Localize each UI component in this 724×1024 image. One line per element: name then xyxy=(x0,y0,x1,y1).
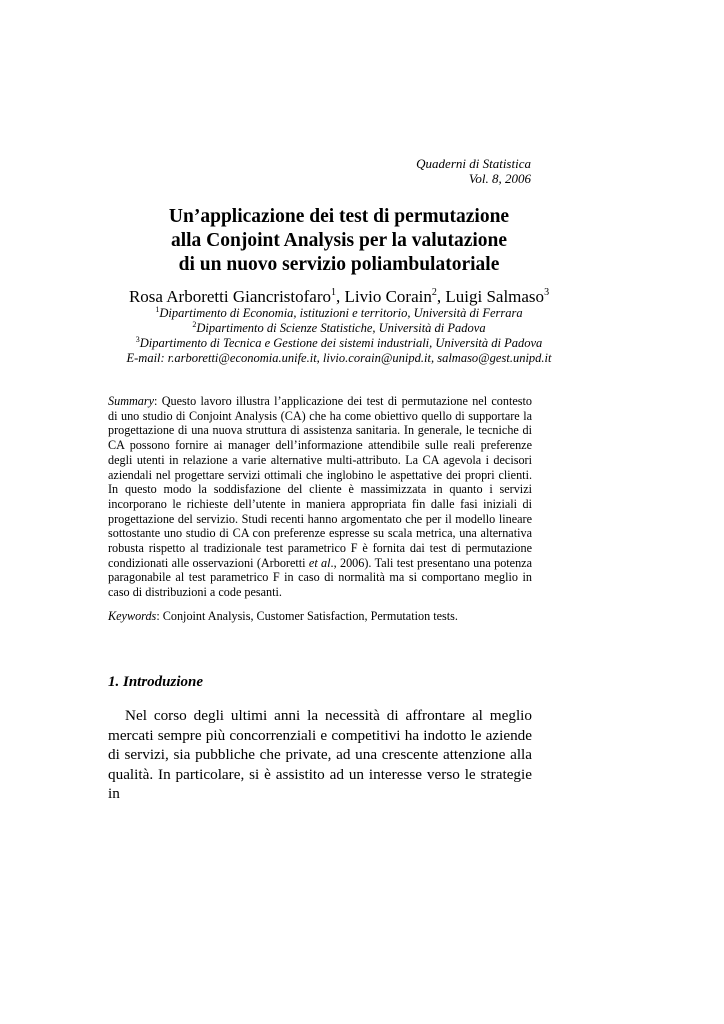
paper-title xyxy=(108,205,570,277)
affiliation-text: Dipartimento di Scienze Statistiche, Università di Padova xyxy=(196,321,486,335)
section-heading: 1. Introduzione xyxy=(108,674,204,690)
affiliations xyxy=(100,306,578,366)
keywords xyxy=(108,609,532,624)
author-name: Livio Corain xyxy=(344,287,432,306)
journal-name: Quaderni di Statistica xyxy=(416,156,531,171)
affiliation-mark: 1 xyxy=(155,305,160,314)
affiliation-mark: 3 xyxy=(135,335,140,344)
author-list: Rosa Arboretti Giancristofaro$^1$, Livio Corain$^2$, Luigi Salmaso$^3$ xyxy=(128,287,550,306)
summary-et-al: et al xyxy=(308,555,331,570)
affiliation-text: Dipartimento di Economia, istituzioni e territorio, Università di Ferrara xyxy=(159,306,523,320)
body-paragraph: Nel corso degli ultimi anni la necessità di affrontare al meglio mercati sempre più concorrenziali e competitivi ha indotto le aziende di servizi, sia pubbliche che private, ad una crescente attenzione alla qualità. In particolare, si è assistito ad un interesse verso le strategie in xyxy=(108,707,532,802)
title-line: alla Conjoint Analysis per la valutazione xyxy=(170,230,508,251)
email-line: E-mail: r.arboretti@economia.unife.it, livio.corain@unipd.it, salmaso@gest.unipd.it xyxy=(126,351,552,365)
summary-text-end: ., 2006). Tali test presentano una potenza paragonabile al test parametrico F in caso di normalità ma si comportano meglio in caso di distribuzioni a code pesanti. xyxy=(108,555,533,600)
affiliation-mark: 2 xyxy=(192,320,197,329)
body-text xyxy=(108,706,532,804)
author-affiliation-mark: 1 xyxy=(331,287,336,298)
title-line: Un’applicazione dei test di permutazione xyxy=(168,206,510,227)
affiliation-text: Dipartimento di Tecnica e Gestione dei sistemi industriali, Università di Padova xyxy=(139,336,543,350)
affiliation-line xyxy=(100,306,578,321)
author-affiliation-mark: 2 xyxy=(431,287,437,298)
author-affiliation-mark: 3 xyxy=(544,287,550,298)
keywords-label: Keywords xyxy=(108,609,157,623)
affiliation-line xyxy=(100,336,578,351)
journal-volume: Vol. 8, 2006 xyxy=(468,171,531,186)
affiliation-line xyxy=(100,321,578,336)
author-name: Luigi Salmaso xyxy=(445,287,545,306)
journal-header xyxy=(416,156,531,186)
author-name: Rosa Arboretti Giancristofaro xyxy=(128,287,331,306)
title-line: di un nuovo servizio poliambulatoriale xyxy=(178,254,500,275)
keywords-text: : Conjoint Analysis, Customer Satisfaction, Permutation tests. xyxy=(156,609,458,623)
summary-label: Summary xyxy=(108,394,155,408)
summary-abstract xyxy=(108,394,532,600)
summary-text: : Questo lavoro illustra l’applicazione dei test di permutazione nel contesto di uno studio di Conjoint Analysis (CA) che ha come obiettivo quello di supportare la progettazione di una nuova struttura di assistenza sanitaria. In generale, le tecniche di CA possono fornire ai manager dell’informazione attendibile sulle reali preferenze degli utenti in relazione a varie alternative multi-attributo. La CA agevola i decisori aziendali nel progettare servizi ottimali che inglobino le aspettative dei propri clienti. In questo modo la soddisfazione del cliente è massimizzata in quanto i servizi incorporano le richieste dell’utente in maniera appropriata fin dalle fasi iniziali di progettazione del servizio. Studi recenti hanno argomentato che per il modello lineare sottostante uno studio di CA con preferenze espresse su scala metrica, una alternativa robusta rispetto al tradizionale test parametrico F è fornita dai test di permutazione condizionati alle osservazioni (Arboretti xyxy=(108,394,532,570)
